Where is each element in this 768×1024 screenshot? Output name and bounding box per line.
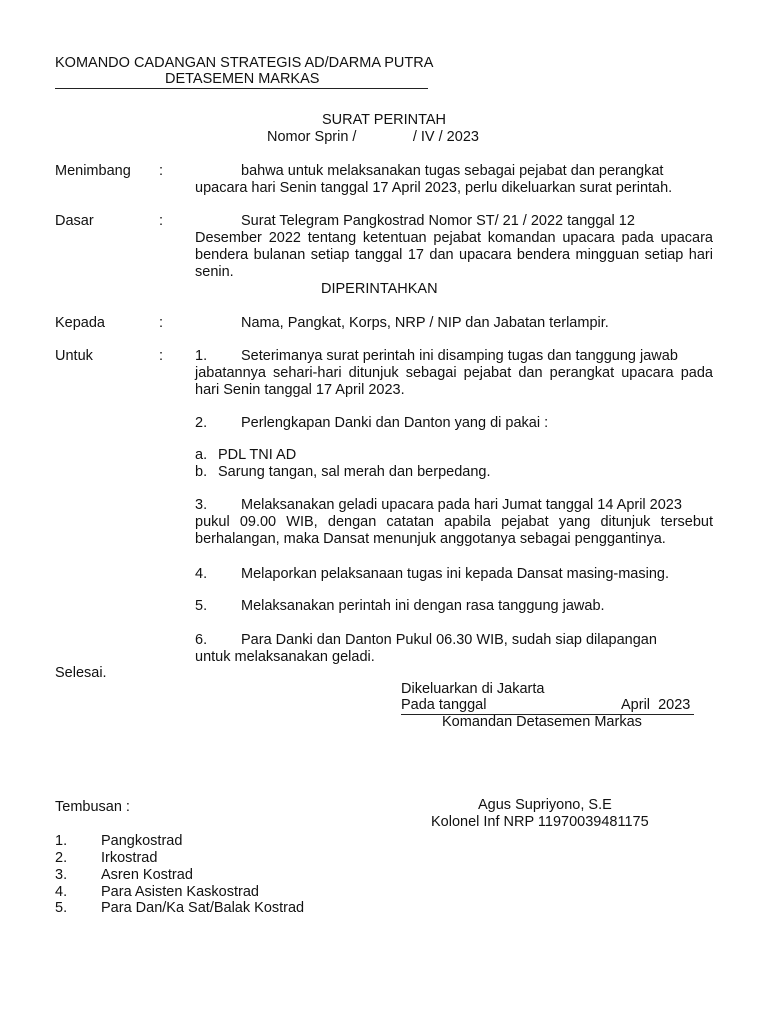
- document-number: Nomor Sprin / / IV / 2023: [267, 129, 479, 145]
- untuk-item-number: 5.: [195, 598, 208, 614]
- tembusan-item-text: Para Dan/Ka Sat/Balak Kostrad: [101, 900, 305, 916]
- issued-date-label: Pada tanggal: [401, 697, 487, 713]
- untuk-item-2-text: Perlengkapan Danki dan Danton yang di pakai :: [241, 415, 549, 431]
- tembusan-item-text: Para Asisten Kaskostrad: [101, 884, 259, 900]
- kepada-text: Nama, Pangkat, Korps, NRP / NIP dan Jabatan terlampir.: [241, 315, 609, 331]
- untuk-item-1-continuation: jabatannya sehari-hari ditunjuk sebagai pejabat dan perangkat upacara pada hari Senin tanggal 17 April 2023.: [195, 365, 713, 398]
- tembusan-item-text: Pangkostrad: [101, 833, 183, 849]
- issued-date-value: April 2023: [621, 697, 691, 713]
- tembusan-item-number: 3.: [55, 867, 68, 883]
- untuk-item-4-text: Melaporkan pelaksanaan tugas ini kepada Dansat masing-masing.: [241, 566, 670, 582]
- document-title: SURAT PERINTAH: [321, 112, 447, 128]
- untuk-item-number: 3.: [195, 497, 208, 513]
- sub-item-text: Sarung tangan, sal merah dan berpedang.: [218, 464, 491, 480]
- untuk-item-number: 6.: [195, 632, 208, 648]
- header-divider: [55, 88, 428, 89]
- tembusan-item-text: Irkostrad: [101, 850, 158, 866]
- untuk-item-3-continuation: pukul 09.00 WIB, dengan catatan apabila pejabat yang ditunjuk tersebut berhalangan, maka Dansat menunjuk anggotanya sebagai penggantinya.: [195, 514, 713, 547]
- signatory-rank: Kolonel Inf NRP 11970039481175: [431, 814, 649, 830]
- header-line1: KOMANDO CADANGAN STRATEGIS AD/DARMA PUTRA: [55, 55, 434, 71]
- dasar-continuation: Desember 2022 tentang ketentuan pejabat komandan upacara pada upacara bendera bulanan setiap tanggal 17 dan upacara bendera mingguan setiap hari senin.: [195, 230, 713, 280]
- untuk-item-6-continuation: untuk melaksanakan geladi.: [195, 649, 375, 665]
- untuk-label: Untuk: [55, 348, 93, 364]
- untuk-item-6-first-line: Para Danki dan Danton Pukul 06.30 WIB, sudah siap dilapangan: [241, 632, 657, 648]
- sub-item-letter: b.: [195, 464, 208, 480]
- untuk-colon: :: [159, 348, 164, 364]
- untuk-item-number: 2.: [195, 415, 208, 431]
- dasar-colon: :: [159, 213, 164, 229]
- tembusan-item-text: Asren Kostrad: [101, 867, 193, 883]
- sub-item-letter: a.: [195, 447, 208, 463]
- diperintahkan-heading: DIPERINTAHKAN: [321, 281, 438, 297]
- issued-place: Dikeluarkan di Jakarta: [401, 681, 545, 697]
- tembusan-item-number: 2.: [55, 850, 68, 866]
- untuk-item-1-first-line: Seterimanya surat perintah ini disamping tugas dan tanggung jawab: [241, 348, 678, 364]
- dasar-first-line: Surat Telegram Pangkostrad Nomor ST/ 21 / 2022 tanggal 12: [241, 213, 635, 229]
- tembusan-label: Tembusan :: [55, 799, 130, 815]
- dasar-label: Dasar: [55, 213, 94, 229]
- issuer-position: Komandan Detasemen Markas: [442, 714, 642, 730]
- menimbang-first-line: bahwa untuk melaksanakan tugas sebagai pejabat dan perangkat: [241, 163, 664, 179]
- untuk-item-number: 1.: [195, 348, 208, 364]
- tembusan-item-number: 1.: [55, 833, 68, 849]
- untuk-item-5-text: Melaksanakan perintah ini dengan rasa tanggung jawab.: [241, 598, 605, 614]
- signatory-name: Agus Supriyono, S.E: [478, 797, 612, 813]
- kepada-label: Kepada: [55, 315, 105, 331]
- untuk-item-3-first-line: Melaksanakan geladi upacara pada hari Jumat tanggal 14 April 2023: [241, 497, 682, 513]
- untuk-item-number: 4.: [195, 566, 208, 582]
- header-line2: DETASEMEN MARKAS: [165, 71, 320, 87]
- menimbang-colon: :: [159, 163, 164, 179]
- kepada-colon: :: [159, 315, 164, 331]
- menimbang-continuation: upacara hari Senin tanggal 17 April 2023, perlu dikeluarkan surat perintah.: [195, 180, 673, 196]
- selesai-text: Selesai.: [55, 665, 107, 681]
- tembusan-item-number: 5.: [55, 900, 68, 916]
- sub-item-text: PDL TNI AD: [218, 447, 297, 463]
- menimbang-label: Menimbang: [55, 163, 131, 179]
- tembusan-item-number: 4.: [55, 884, 68, 900]
